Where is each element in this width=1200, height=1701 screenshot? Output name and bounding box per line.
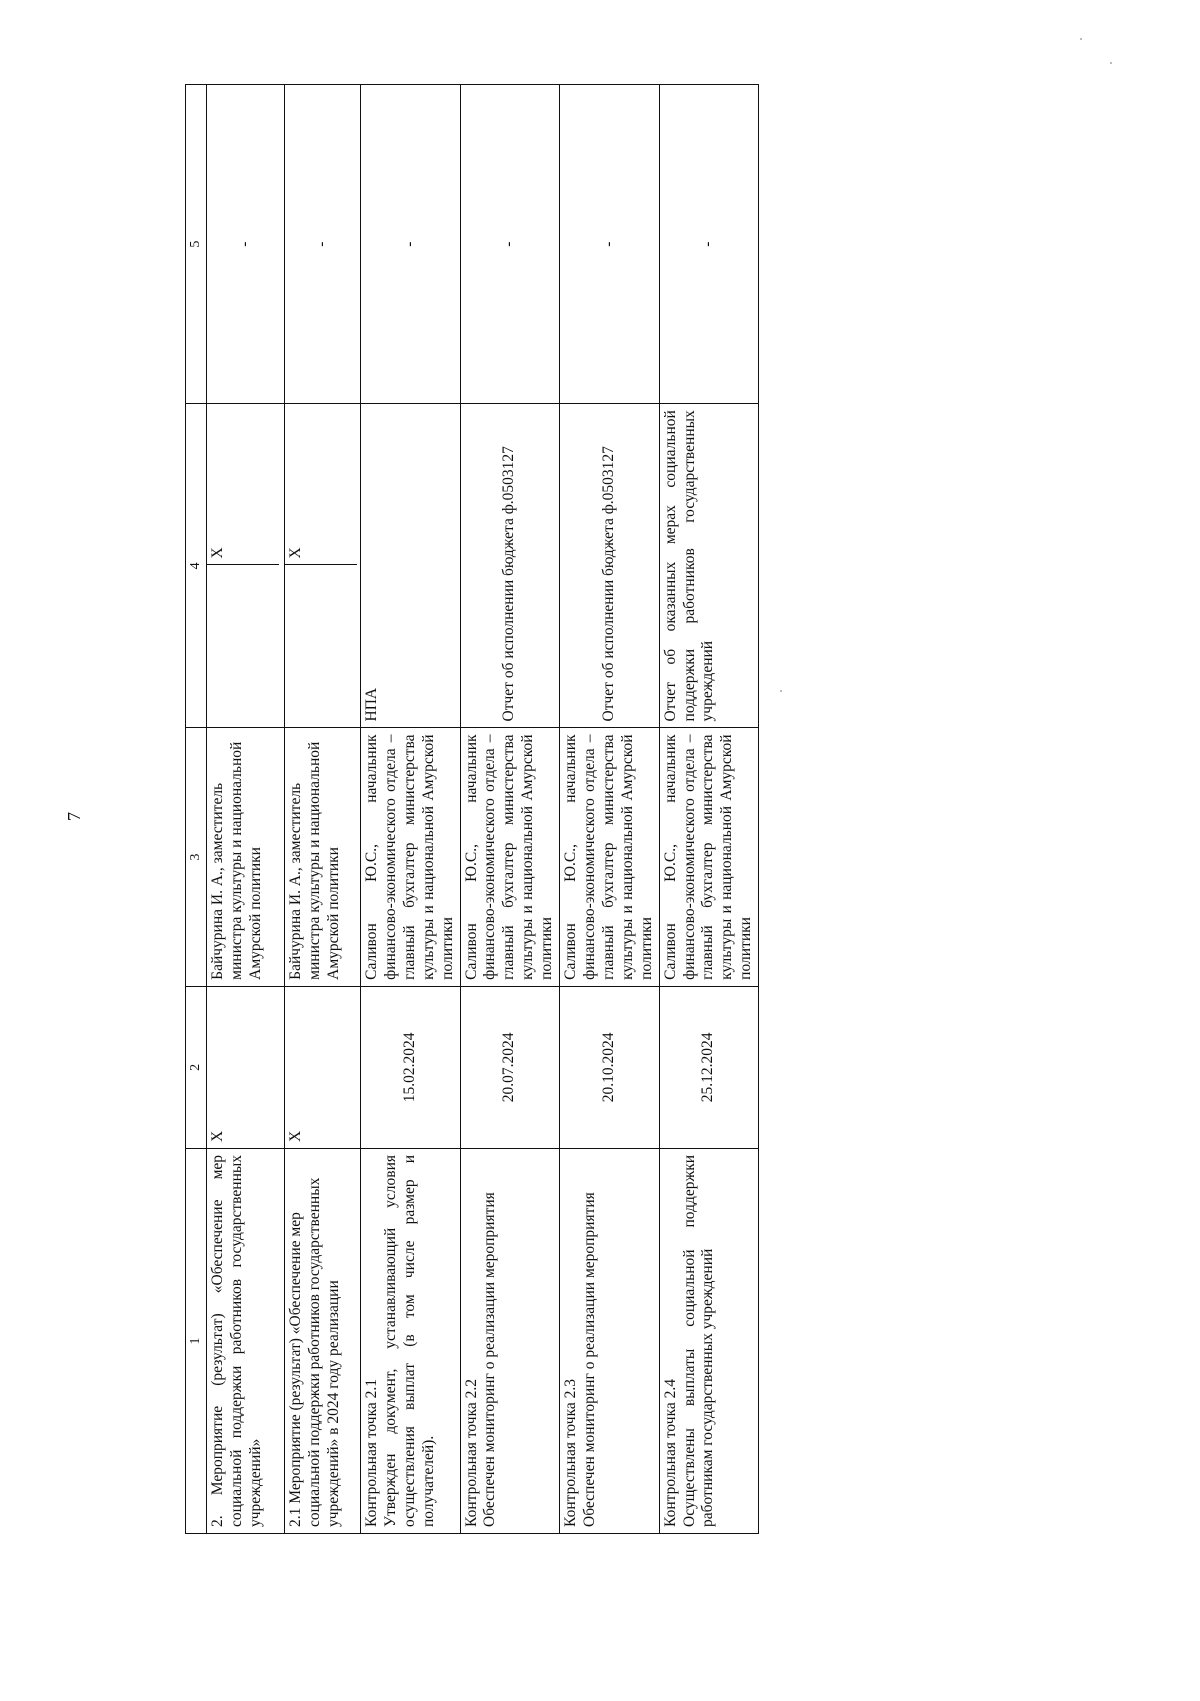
header-col-2: 2 — [186, 986, 207, 1148]
table-row — [285, 85, 361, 1534]
document-type: НПА — [361, 404, 461, 728]
scan-speck — [780, 690, 782, 692]
rotated-table-container — [185, 84, 755, 1534]
responsible-person: Байчурина И. А., заместитель министра культуры и национальной Амурской политики — [285, 728, 361, 986]
header-col-4: 4 — [186, 404, 207, 728]
info-system-cell: - — [207, 85, 285, 404]
control-point-title: Контрольная точка 2.1 — [363, 1379, 380, 1527]
header-row — [186, 85, 207, 1534]
table-row — [361, 85, 461, 1534]
event-date: 20.10.2024 — [560, 986, 660, 1148]
event-date: X — [207, 986, 285, 1148]
document-type — [285, 565, 357, 727]
page-number: 7 — [64, 812, 84, 821]
info-system-cell: - — [659, 85, 759, 404]
header-col-1: 1 — [186, 1148, 207, 1533]
control-point-text: Осуществлены выплаты социальной поддержки работникам государственных учреждений — [680, 1154, 717, 1527]
event-date: X — [285, 986, 361, 1148]
control-point-text: Обеспечен мониторинг о реализации мероприятия — [580, 1192, 598, 1527]
event-name: 2.1 Мероприятие (результат) «Обеспечение мер социальной поддержки работников государственных учреждений» в 2024 году реализации — [285, 1148, 361, 1533]
document-split — [285, 404, 357, 727]
document-cell — [285, 404, 361, 728]
table-row — [659, 85, 759, 1534]
control-point-cell — [460, 1148, 560, 1533]
responsible-person: Саливон Ю.С., начальник финансово-экономического отдела – главный бухгалтер министерства культуры и национальной Амурской политики — [460, 728, 560, 986]
scan-speck — [1080, 38, 1082, 40]
plan-table — [185, 84, 759, 1534]
responsible-person: Саливон Ю.С., начальник финансово-экономического отдела – главный бухгалтер министерства культуры и национальной Амурской политики — [659, 728, 759, 986]
scan-speck — [1110, 62, 1112, 64]
responsible-person: Саливон Ю.С., начальник финансово-экономического отдела – главный бухгалтер министерства культуры и национальной Амурской политики — [361, 728, 461, 986]
document-split — [207, 404, 279, 727]
header-col-3: 3 — [186, 728, 207, 986]
info-system-cell: - — [560, 85, 660, 404]
table-row — [560, 85, 660, 1534]
document-mark: X — [285, 404, 357, 565]
responsible-person: Байчурина И. А., заместитель министра культуры и национальной Амурской политики — [207, 728, 285, 986]
control-point-text: Утвержден документ, устанавливающий условия осуществления выплат (в том числе размер и получателей). — [381, 1154, 437, 1527]
event-date: 15.02.2024 — [361, 986, 461, 1148]
document-type: Отчет об исполнении бюджета ф.0503127 — [560, 404, 660, 728]
document-type — [207, 565, 279, 727]
info-system-cell: - — [460, 85, 560, 404]
control-point-title: Контрольная точка 2.2 — [462, 1379, 480, 1527]
control-point-title: Контрольная точка 2.3 — [562, 1379, 580, 1527]
event-date: 20.07.2024 — [460, 986, 560, 1148]
control-point-text: Обеспечен мониторинг о реализации мероприятия — [481, 1192, 499, 1527]
responsible-person: Саливон Ю.С., начальник финансово-экономического отдела – главный бухгалтер министерства культуры и национальной Амурской политики — [560, 728, 660, 986]
info-system-cell: - — [361, 85, 461, 404]
document-cell — [207, 404, 285, 728]
control-point-cell — [659, 1148, 759, 1533]
document-type: Отчет об исполнении бюджета ф.0503127 — [460, 404, 560, 728]
event-date: 25.12.2024 — [659, 986, 759, 1148]
control-point-title: Контрольная точка 2.4 — [661, 1379, 679, 1527]
document-mark: X — [207, 404, 279, 565]
table-row — [207, 85, 285, 1534]
info-system-cell: - — [285, 85, 361, 404]
header-col-5: 5 — [186, 85, 207, 404]
document-type: Отчет об оказанных мерах социальной поддержки работников государственных учреждений — [659, 404, 759, 728]
control-point-cell — [361, 1148, 461, 1533]
event-name: 2. Мероприятие (результат) «Обеспечение мер социальной поддержки работников государственных учреждений» — [207, 1148, 285, 1533]
control-point-cell — [560, 1148, 660, 1533]
table-row — [460, 85, 560, 1534]
